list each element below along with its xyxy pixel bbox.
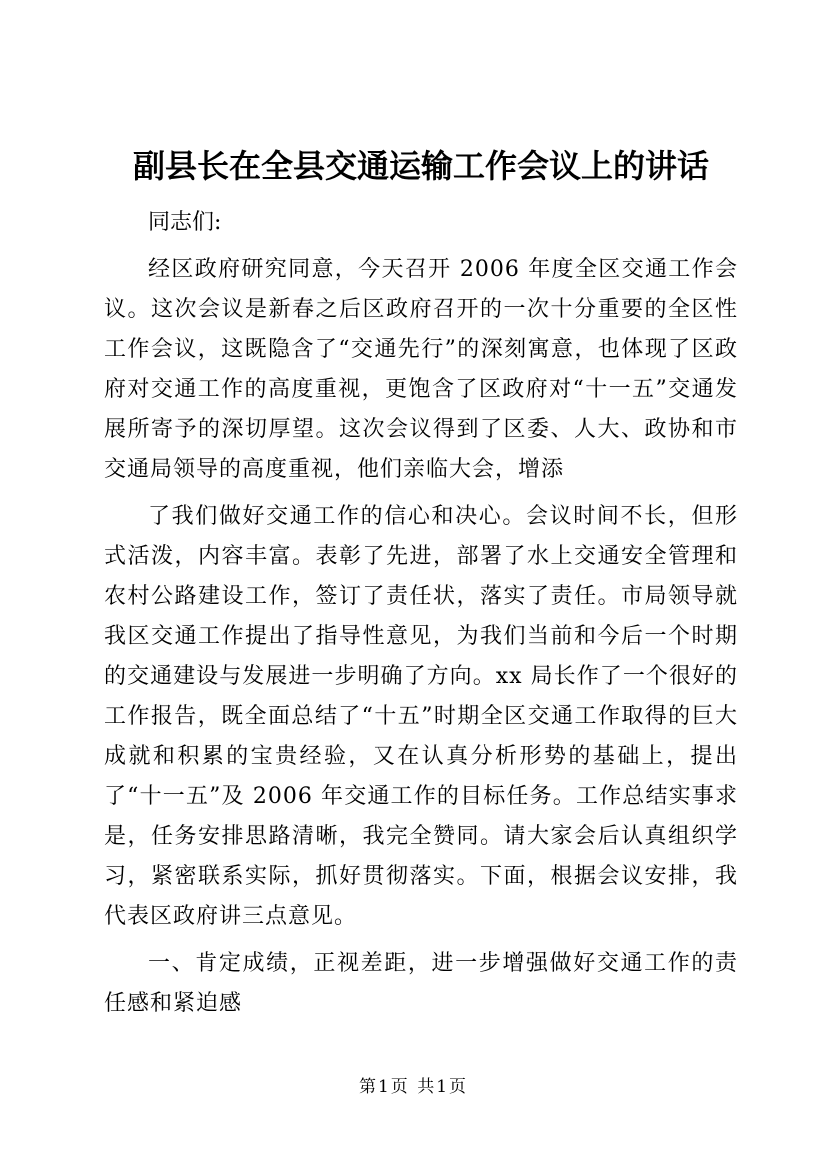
document-body <box>104 143 738 1024</box>
body-paragraph-1: 经区政府研究同意，今天召开 2006 年度全区交通工作会议。这次会议是新春之后区政府召开的一次十分重要的全区性工作会议，这既隐含了“交通先行”的深刻寓意，也体现了区政府对交通工作的高度重视，更饱含了区政府对“十一五”交通发展所寄予的深切厚望。这次会议得到了区委、人大、政协和市交通局领导的高度重视，他们亲临大会，增添 <box>104 257 738 482</box>
page-number-label: 第1页 共1页 <box>358 1077 469 1097</box>
salutation-line: 同志们: <box>148 210 222 235</box>
page-footer <box>0 1072 827 1097</box>
document-title: 副县长在全县交通运输工作会议上的讲话 <box>132 147 709 185</box>
section-heading-1: 一、肯定成绩，正视差距，进一步增强做好交通工作的责任感和紧迫感 <box>104 951 738 1016</box>
body-paragraph-2: 了我们做好交通工作的信心和决心。会议时间不长，但形式活泼，内容丰富。表彰了先进，部署了水上交通安全管理和农村公路建设工作，签订了责任状，落实了责任。市局领导就我区交通工作提出了指导性意见，为我们当前和今后一个时期的交通建设与发展进一步明确了方向。xx 局长作了一个很好的工作报告，既全面总结了“十五”时期全区交通工作取得的巨大成就和积累的宝贵经验，又在认真分析形势的基础上，提出了“十一五”及 2006 年交通工作的目标任务。工作总结实事求是，任务安排思路清晰，我完全赞同。请大家会后认真组织学习，紧密联系实际，抓好贯彻落实。下面，根据会议安排，我代表区政府讲三点意见。 <box>104 504 738 929</box>
